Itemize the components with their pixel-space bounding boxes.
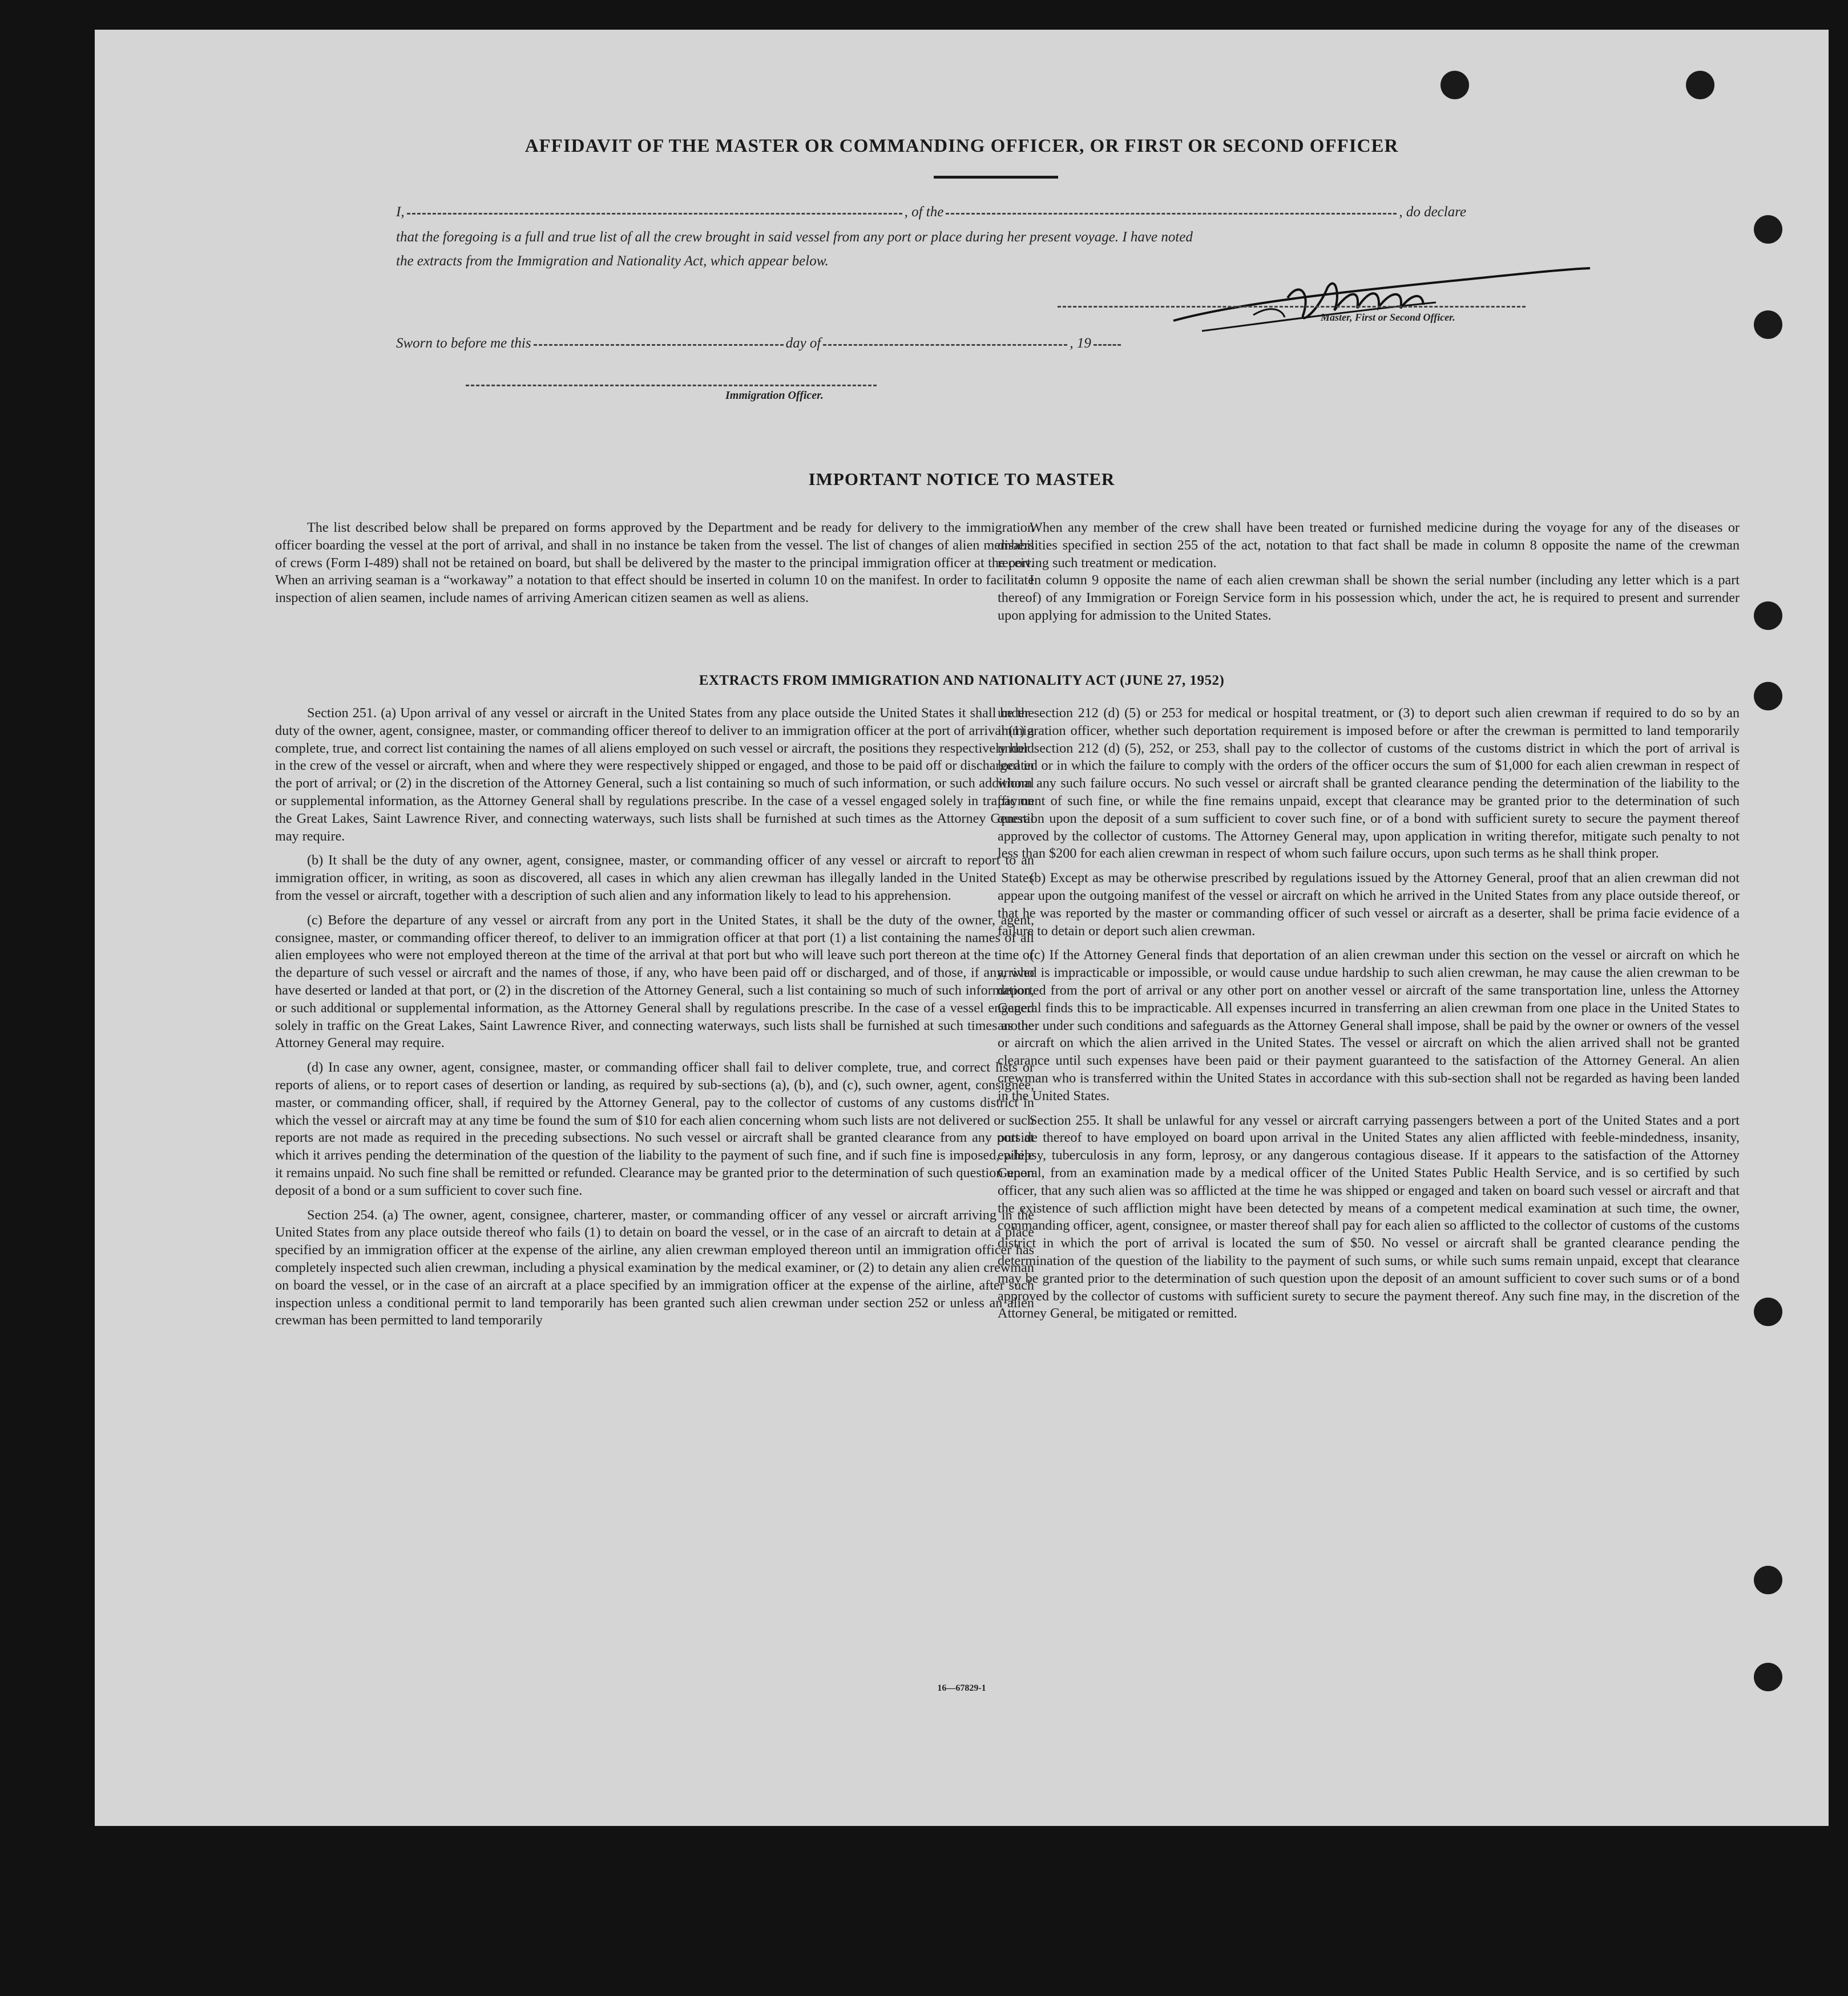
binder-hole xyxy=(1441,71,1469,99)
affidavit-declaration-line xyxy=(396,204,1623,220)
extracts-title: EXTRACTS FROM IMMIGRATION AND NATIONALITY ACT (JUNE 27, 1952) xyxy=(699,673,1225,688)
year-label: , 19 xyxy=(1070,336,1091,351)
binder-hole xyxy=(1754,601,1782,630)
section-251d: (d) In case any owner, agent, consignee, master, or commanding officer shall fail to deliver complete, true, and correct lists or reports of aliens, or to report cases of desertion or landing, as required by sub-sections (a), (b), and (c), such owner, agent, consignee, master, or commanding officer, shall, if required by the Attorney General, pay to the collector of customs of any customs district in which the vessel or aircraft may at any time be found the sum of $10 for each alien concerning whom such lists are not delivered or such reports are not made as required in the preceding subsections. No such vessel or aircraft shall be granted clearance from any port at which it arrives pending the determination of the question of the liability to the payment of such fine, and if such fine is imposed, while it remains unpaid. No such fine shall be remitted or refunded. Clearance may be granted prior to the determination of such question upon deposit of a bond or a sum sufficient to cover such fine. xyxy=(275,1060,1034,1198)
section-251c: (c) Before the departure of any vessel or aircraft from any port in the United States, it shall be the duty of the owner, agent, consignee, master, or commanding officer thereof, to deliver to an immigration officer at that port (1) a list containing the names of all alien employees who were not employed thereon at the time of the arrival at that port but who will leave such port thereon at the time of the departure of such vessel or aircraft and the names of those, if any, who have been paid off or discharged, and of those, if any, who have deserted or landed at that port, or (2) in the discretion of the Attorney General, such a list containing so much of such information, or such additional or supplemental information, as the Attorney General shall by regulations prescribe. In the case of a vessel engaged solely in traffic on the Great Lakes, Saint Lawrence River, and connecting waterways, such lists shall be furnished at such times as the Attorney General may require. xyxy=(275,912,1034,1051)
section-254c: (c) If the Attorney General finds that deportation of an alien crewman under this section on the vessel or aircraft on which he arrived is impracticable or impossible, or would cause undue hardship to such alien crewman, he may cause the alien crewman to be deported from the port of arrival or any other port on another vessel or aircraft of the same transportation line, unless the Attorney General finds this to be impracticable. All expenses incurred in transferring an alien crewman from one place in the United States to another under such conditions and safeguards as the Attorney General shall impose, shall be paid by the owner or owners of the vessel or aircraft on which the alien arrived in the United States. The vessel or aircraft on which the alien arrived shall not be granted clearance until such expenses have been paid or their payment guaranteed to the satisfaction of the Attorney General. An alien crewman who is transferred within the United States in accordance with this sub-section shall not be regarded as having been landed in the United States. xyxy=(998,947,1740,1104)
sworn-year-blank xyxy=(1094,343,1121,346)
notice-paragraph: The list described below shall be prepared on forms approved by the Department and be ready for delivery to the immigration officer boarding the vessel at the port of arrival, and shall in no instance be taken from the vessel. The list of changes of alien members of crews (Form I-489) shall not be retained on board, but shall be delivered by the master to the principal immigration officer at the port. When an arriving seaman is a “workaway” a notation to that effect should be inserted in column 10 on the manifest. In order to facilitate inspection of alien seamen, include names of arriving American citizen seamen as well as aliens. xyxy=(275,520,1034,606)
day-of-label: day of xyxy=(785,336,821,351)
vessel-blank xyxy=(946,212,1397,215)
binder-hole xyxy=(1686,71,1714,99)
section-254b: (b) Except as may be otherwise prescribed by regulations issued by the Attorney General, proof that an alien crewman did not appear upon the outgoing manifest of the vessel or aircraft on which he arrived in the United States from any place outside thereof, or that he was reported by the master or commanding officer of such vessel or aircraft as a deserter, shall be prima facie evidence of a failure to detain or deport such alien crewman. xyxy=(998,870,1740,939)
immigration-officer-caption: Immigration Officer. xyxy=(725,389,824,402)
binder-hole xyxy=(1754,310,1782,339)
section-254a-continued: under section 212 (d) (5) or 253 for medical or hospital treatment, or (3) to deport such alien crewman if required to do so by an immigration officer, whether such deportation requirement is imposed before or after the crewman is permitted to land temporarily under section 212 (d) (5), 252, or 253, shall pay to the collector of customs of the customs district in which the port of arrival is located or in which the failure to comply with the orders of the officer occurs the sum of $1,000 for each alien crewman in respect of whom any such failure occurs. No such vessel or aircraft shall be granted clearance pending the determination of the liability to the payment of such fine, or while the fine remains unpaid, except that clearance may be granted prior to the determination of such question upon the deposit of a sum sufficient to cover such fine, or of a bond with sufficient surety to secure the payment thereof approved by the collector of customs. The Attorney General may, upon application in writing therefor, mitigate such penalty to not less than $200 for each alien crewman in respect of whom such failure occurs, upon such terms as he shall think proper. xyxy=(998,705,1740,862)
section-251b: (b) It shall be the duty of any owner, agent, consignee, master, or commanding officer of any vessel or aircraft to report to an immigration officer, in writing, as soon as discovered, all cases in which any alien crewman has illegally landed in the United States from the vessel or aircraft, together with a description of such alien and any information likely to lead to his apprehension. xyxy=(275,852,1034,903)
sworn-day-blank xyxy=(534,343,784,346)
signature-caption: Master, First or Second Officer. xyxy=(1321,312,1455,323)
sworn-line xyxy=(396,336,1623,351)
binder-hole xyxy=(1754,215,1782,244)
title-rule xyxy=(934,176,1058,179)
name-blank xyxy=(407,212,902,215)
affidavit-declare-label: , do declare xyxy=(1399,204,1467,220)
sworn-month-blank xyxy=(823,343,1067,346)
section-254a: Section 254. (a) The owner, agent, consignee, charterer, master, or commanding officer of any vessel or aircraft arriving in the United States from any place outside thereof who fails (1) to detain on board the vessel, or in the case of an aircraft to detain at a place specified by an immigration officer at the expense of the airline, any alien crewman employed thereon until an immigration officer has completely inspected such alien crewman, including a physical examination by the medical examiner, or (2) to detain any alien crewman on board the vessel, or in the case of an aircraft at a place specified by an immigration officer at the expense of the airline, after such inspection unless a conditional permit to land temporarily has been granted such alien crewman under section 252 or unless an alien crewman has been permitted to land temporarily xyxy=(275,1207,1034,1328)
affidavit-of-the-label: , of the xyxy=(904,204,944,220)
notice-paragraph: In column 9 opposite the name of each alien crewman shall be shown the serial number (including any letter which is a part thereof) of any Immigration or Foreign Service form in his possession which, under the act, he is required to present and surrender upon applying for admission to the United States. xyxy=(998,572,1740,623)
affidavit-i-label: I, xyxy=(396,204,405,220)
binder-hole xyxy=(1754,1566,1782,1594)
document-sheet xyxy=(95,30,1829,1826)
affidavit-statement-line: the extracts from the Immigration and Nationality Act, which appear below. xyxy=(396,253,829,269)
section-255: Section 255. It shall be unlawful for any vessel or aircraft carrying passengers between a port of the United States and a port outside thereof to have employed on board upon arrival in the United States any alien afflicted with feeble-mindedness, insanity, epilepsy, tuberculosis in any form, leprosy, or any dangerous contagious disease. If it appears to the satisfaction of the Attorney General, from an examination made by a medical officer of the United States Public Health Service, and is so certified by such officer, that any such alien was so afflicted at the time he was shipped or engaged and taken on board such vessel or aircraft and that the existence of such affliction might have been detected by means of a competent medical examination at such time, the owner, commanding officer, agent, consignee, or master thereof shall pay for each alien so afflicted to the collector of customs of the customs district in which the port of arrival is located the sum of $50. No vessel or aircraft shall be granted clearance pending the determination of the question of the liability to the payment of such sums, or while such sums remain unpaid, except that clearance may be granted prior to the determination of such question upon the deposit of an amount sufficient to cover such sums or of a bond approved by the collector of customs with sufficient surety to secure the payment thereof. Any such fine may, in the discretion of the Attorney General, be mitigated or remitted. xyxy=(998,1112,1740,1322)
signature-line xyxy=(1058,306,1526,308)
extracts-right-column xyxy=(998,705,1740,1330)
affidavit-statement-line: that the foregoing is a full and true list of all the crew brought in said vessel from any port or place during her present voyage. I have noted xyxy=(396,229,1193,245)
notice-right-column xyxy=(998,519,1740,632)
notice-paragraph: When any member of the crew shall have been treated or furnished medicine during the voyage for any of the diseases or disabilities specified in section 255 of the act, notation to that fact shall be made in column 8 opposite the name of the crewman receiving such treatment or medication. xyxy=(998,520,1740,571)
affidavit-title: AFFIDAVIT OF THE MASTER OR COMMANDING OFFICER, OR FIRST OR SECOND OFFICER xyxy=(524,136,1399,156)
signature xyxy=(1168,258,1601,344)
sworn-label: Sworn to before me this xyxy=(396,336,531,351)
notice-title: IMPORTANT NOTICE TO MASTER xyxy=(808,469,1115,489)
section-251a: Section 251. (a) Upon arrival of any vessel or aircraft in the United States from any place outside the United States it shall be the duty of the owner, agent, consignee, master, or commanding officer thereof to deliver to an immigration officer at the port of arrival (1) a complete, true, and correct list containing the names of all aliens employed on such vessel or aircraft, the positions they respectively hold in the crew of the vessel or aircraft, when and where they were respectively shipped or engaged, and those to be paid off or discharged in the port of arrival; or (2) in the discretion of the Attorney General, such a list containing so much of such information, or such additional or supplemental information, as the Attorney General shall by regulations prescribe. In the case of a vessel engaged solely in traffic on the Great Lakes, Saint Lawrence River, and connecting waterways, such lists shall be furnished at such times as the Attorney General may require. xyxy=(275,705,1034,844)
notice-left-column xyxy=(275,519,1034,614)
form-number: 16—67829-1 xyxy=(937,1683,986,1693)
binder-hole xyxy=(1754,1298,1782,1326)
immigration-officer-line xyxy=(466,385,877,386)
extracts-left-column xyxy=(275,705,1034,1336)
